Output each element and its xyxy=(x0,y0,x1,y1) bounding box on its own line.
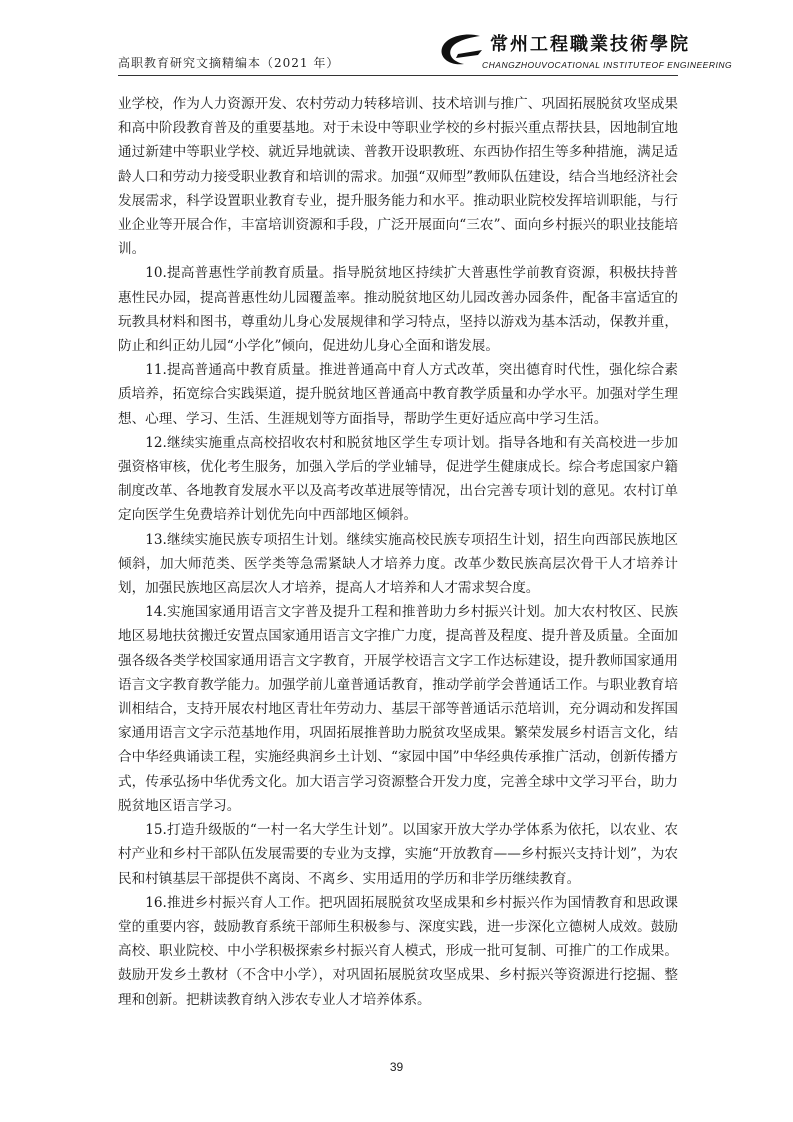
logo-english-name: CHANGZHOUVOCATIONAL INSTITUTEOF ENGINEERING xyxy=(482,60,733,70)
paragraph-continued: 业学校，作为人力资源开发、农村劳动力转移培训、技术培训与推广、巩固拓展脱贫攻坚成果和高中阶段教育普及的重要基地。对于未设中等职业学校的乡村振兴重点帮扶县，因地制宜地通过新建中等职业学校、就近异地就读、普教开设职教班、东西协作招生等多种措施，满足适龄人口和劳动力接受职业教育和培训的需求。加强“双师型”教师队伍建设，结合当地经济社会发展需求，科学设置职业教育专业，提升服务能力和水平。推动职业院校发挥培训职能，与行业企业等开展合作，丰富培训资源和手段，广泛开展面向“三农”、面向乡村振兴的职业技能培训。 xyxy=(118,96,678,258)
page-header xyxy=(118,26,733,78)
paragraph-item-10: 10.提高普惠性学前教育质量。指导脱贫地区持续扩大普惠性学前教育资源，积极扶持普惠性民办园，提高普惠性幼儿园覆盖率。推动脱贫地区幼儿园改善办园条件，配备丰富适宜的玩教具材料和图书，尊重幼儿身心发展规律和学习特点，坚持以游戏为基本活动，保教并重，防止和纠正幼儿园“小学化”倾向，促进幼儿身心全面和谐发展。 xyxy=(118,265,678,355)
paragraph-item-12: 12.继续实施重点高校招收农村和脱贫地区学生专项计划。指导各地和有关高校进一步加强资格审核，优化考生服务，加强入学后的学业辅导，促进学生健康成长。综合考虑国家户籍制度改革、各地教育发展水平以及高考改革进展等情况，出台完善专项计划的意见。农村订单定向医学生免费培养计划优先向中西部地区倾斜。 xyxy=(118,434,678,524)
body-text xyxy=(118,92,678,1012)
header-title: 高职教育研究文摘精编本（2021 年） xyxy=(118,56,340,70)
paragraph-item-11: 11.提高普通高中教育质量。推进普通高中育人方式改革，突出德育时代性，强化综合素质培养，拓宽综合实践渠道，提升脱贫地区普通高中教育教学质量和办学水平。加强对学生理想、心理、学习、生活、生涯规划等方面指导，帮助学生更好适应高中学习生活。 xyxy=(118,362,678,427)
paragraph-item-16: 16.推进乡村振兴育人工作。把巩固拓展脱贫攻坚成果和乡村振兴作为国情教育和思政课堂的重要内容，鼓励教育系统干部师生积极参与、深度实践，进一步深化立德树人成效。鼓励高校、职业院校、中小学积极探索乡村振兴育人模式，形成一批可复制、可推广的工作成果。鼓励开发乡土教材（不含中小学），对巩固拓展脱贫攻坚成果、乡村振兴等资源进行挖掘、整理和创新。把耕读教育纳入涉农专业人才培养体系。 xyxy=(118,894,678,1008)
paragraph-item-15: 15.打造升级版的“一村一名大学生计划”。以国家开放大学办学体系为依托，以农业、农村产业和乡村干部队伍发展需要的专业为支撑，实施“开放教育——乡村振兴支持计划”，为农民和村镇基层干部提供不离岗、不离乡、实用适用的学历和非学历继续教育。 xyxy=(118,822,678,887)
paragraph-item-14: 14.实施国家通用语言文字普及提升工程和推普助力乡村振兴计划。加大农村牧区、民族地区易地扶贫搬迁安置点国家通用语言文字推广力度，提高普及程度、提升普及质量。全面加强各级各类学校国家通用语言文字教育，开展学校语言文字工作达标建设，提升教师国家通用语言文字教育教学能力。加强学前儿童普通话教育，推动学前学会普通话工作。与职业教育培训相结合，支持开展农村地区青壮年劳动力、基层干部等普通话示范培训，充分调动和发挥国家通用语言文字示范基地作用，巩固拓展推普助力脱贫攻坚成果。繁荣发展乡村语言文化，结合中华经典诵读工程，实施经典润乡土计划、“家园中国”中华经典传承推广活动，创新传播方式，传承弘扬中华优秀文化。加大语言学习资源整合开发力度，完善全球中文学习平台，助力脱贫地区语言学习。 xyxy=(118,604,678,814)
page-number: 39 xyxy=(389,1060,404,1074)
logo-chinese-name: 常州工程職業技術學院 xyxy=(490,34,690,55)
paragraph-item-13: 13.继续实施民族专项招生计划。继续实施高校民族专项招生计划，招生向西部民族地区倾斜，加大师范类、医学类等急需紧缺人才培养力度。改革少数民族高层次骨干人才培养计划，加强民族地区高层次人才培养，提高人才培养和人才需求契合度。 xyxy=(118,531,678,597)
college-logo xyxy=(436,28,733,76)
header-divider xyxy=(118,75,678,76)
college-emblem-icon xyxy=(436,30,486,70)
